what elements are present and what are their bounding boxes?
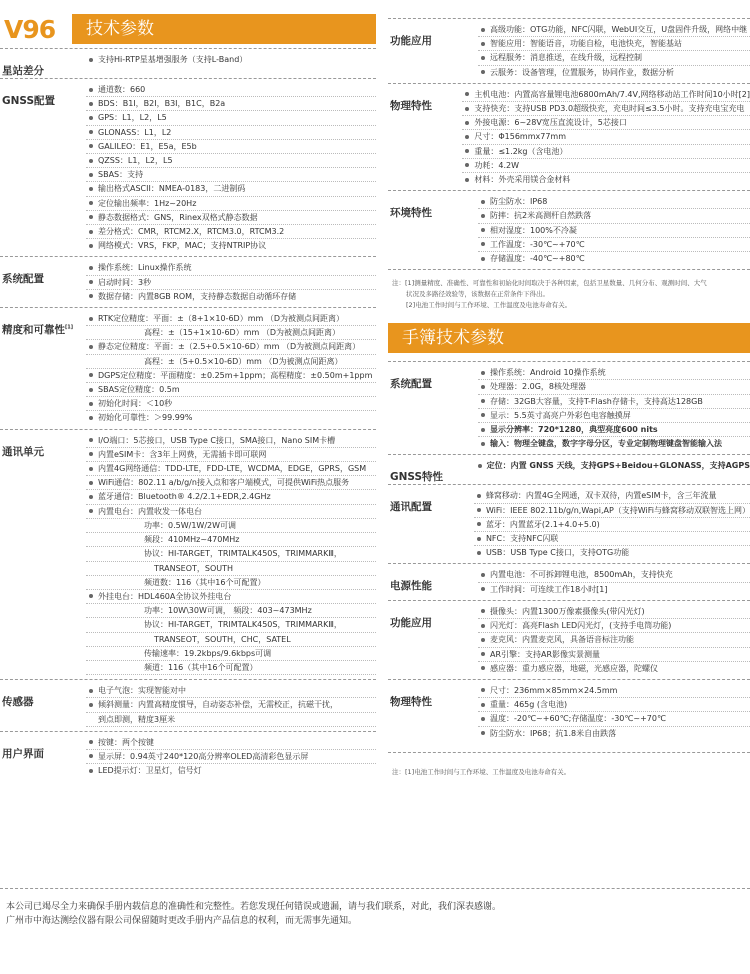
section <box>0 48 376 78</box>
spec-item: 初始化时间：＜10秒 <box>86 397 376 411</box>
spec-item-continued: 频道数：116（其中16个可配置） <box>86 576 376 590</box>
handbook-title: 手簿技术参数 <box>388 323 750 353</box>
spec-item: BDS：B1I，B2I，B3I，B1C，B2a <box>86 97 376 111</box>
model-name: V96 <box>4 14 56 44</box>
spec-item: LED提示灯：卫星灯，信号灯 <box>86 764 376 777</box>
spec-item: 显示：5.5英寸高亮户外彩色电容触摸屏 <box>478 409 750 423</box>
spec-item: 显示分辨率：720*1280，典型亮度600 nits <box>478 423 750 437</box>
spec-title: 技术参数 <box>72 14 376 44</box>
section-items <box>474 485 750 563</box>
spec-item-continued: TRANSEOT，SOUTH，CHC，SATEL <box>86 633 376 647</box>
section-title: 通讯单元 <box>2 445 44 458</box>
section <box>388 361 750 454</box>
spec-item: 外挂电台：HDL460A全协议外挂电台 <box>86 590 376 604</box>
spec-item: 存储：32GB大容量，支持T-Flash存储卡，支持高达128GB <box>478 395 750 409</box>
footer-line-1: 本公司已竭尽全力来确保手册内载信息的准确性和完整性。若您发现任何错误或遗漏，请与我们联系，对此，我们深表感谢。 <box>6 902 502 912</box>
spec-item: SBAS定位精度：0.5m <box>86 383 376 397</box>
spec-item: 支持Hi-RTP星基增强服务（支持L-Band） <box>86 53 376 66</box>
section-title: 功能应用 <box>390 35 432 47</box>
section-items <box>478 191 750 269</box>
section-items <box>86 257 376 307</box>
footer-divider <box>0 888 750 889</box>
spec-item: 工作温度：-30℃~+70℃ <box>478 238 750 252</box>
spec-item-continued: 高程：±（5+0.5×10-6D）mm （D为被测点间距离） <box>86 355 376 369</box>
spec-header <box>0 10 376 48</box>
section <box>388 563 750 599</box>
spec-item: 显示屏：0.94英寸240*120高分辨率OLED高清彩色显示屏 <box>86 750 376 764</box>
note-line: [2]电池工作时间与工作环境、工作温度及电池寿命有关。 <box>406 301 572 310</box>
spec-item-continued: 高程：±（15+1×10-6D）mm （D为被测点间距离） <box>86 326 376 340</box>
section <box>0 429 376 679</box>
spec-item: QZSS：L1，L2，L5 <box>86 154 376 168</box>
spec-item: 主机电池：内置高容量锂电池6800mAh/7.4V,网络移动站工作时间10小时[2] <box>462 88 750 102</box>
spec-item: 智能应用：智能语音，功能自检，电池快充，智能基站 <box>478 37 750 51</box>
spec-item: 内置eSIM卡：含3年上网费，无需插卡即可联网 <box>86 448 376 462</box>
spec-item: 尺寸：236mm×85mm×24.5mm <box>478 684 750 698</box>
spec-item-continued: 功率：0.5W/1W/2W可调 <box>86 519 376 533</box>
spec-item: USB：USB Type C接口，支持OTG功能 <box>474 546 750 559</box>
section-items <box>478 564 750 599</box>
spec-item: WiFi通信：802.11 a/b/g/n接入点和客户端模式，可提供WiFi热点服务 <box>86 476 376 490</box>
section <box>0 307 376 429</box>
section <box>388 190 750 269</box>
spec-item: 远程服务：消息推送，在线升级，远程控制 <box>478 51 750 65</box>
spec-item: 静态数据格式：GNS，Rinex双格式静态数据 <box>86 211 376 225</box>
spec-item: WiFi：IEEE 802.11b/g/n,Wapi,AP（支持WiFi与蜂窝移动双联智选上网） <box>474 504 750 518</box>
spec-item: 内置电池：不可拆卸锂电池，8500mAh，支持快充 <box>478 568 750 582</box>
section <box>388 18 750 83</box>
section <box>0 679 376 731</box>
spec-item: 外接电源：6~28V宽压直流设计，5芯接口 <box>462 116 750 130</box>
spec-item-continued: 功率：10W\30W可调， 频段：403~473MHz <box>86 604 376 618</box>
spec-item: GLONASS：L1，L2 <box>86 126 376 140</box>
spec-item: 防尘防水：IP68；抗1.8米自由跌落 <box>478 727 750 740</box>
spec-item: 工作时间：可连续工作18小时[1] <box>478 583 750 596</box>
section-items <box>478 680 750 744</box>
spec-item: 云服务：设备管理，位置服务，协同作业，数据分析 <box>478 66 750 79</box>
spec-item: 相对湿度：100%不冷凝 <box>478 224 750 238</box>
spec-item: 启动时间：3秒 <box>86 276 376 290</box>
spec-item-continued: 到点即测，精度3厘米 <box>86 713 376 727</box>
section <box>388 600 750 679</box>
section <box>388 679 750 744</box>
section-title: 精度和可靠性[1] <box>2 324 74 337</box>
spec-item: RTK定位精度：平面：±（8+1×10-6D）mm （D为被测点间距离） <box>86 312 376 326</box>
spec-item-continued: 协议：HI-TARGET，TRIMTALK450S，TRIMMARKⅢ， <box>86 547 376 561</box>
spec-item: 蓝牙通信：Bluetooth® 4.2/2.1+EDR,2.4GHz <box>86 490 376 504</box>
spec-item: AR引擎：支持AR影像实景测量 <box>478 648 750 662</box>
section-items <box>86 430 376 679</box>
section-items <box>478 362 750 454</box>
section-title: 物理特性 <box>390 99 432 112</box>
spec-item: 输入：物理全键盘，数字字母分区，专业定制物理键盘智能输入法 <box>478 437 750 450</box>
spec-item: 倾斜测量：内置高精度惯导，自动姿态补偿，无需校正，抗磁干扰， <box>86 698 376 712</box>
spec-item: 数据存储：内置8GB ROM，支持静态数据自动循环存储 <box>86 290 376 303</box>
note-top <box>388 269 750 315</box>
section-items <box>86 308 376 429</box>
spec-item: GALILEO：E1，E5a，E5b <box>86 140 376 154</box>
spec-item: I/O端口：5芯接口，USB Type C接口，SMA接口，Nano SIM卡槽 <box>86 434 376 448</box>
spec-item: 定位：内置 GNSS 天线，支持GPS+Beidou+GLONASS，支持AGPS <box>475 459 750 472</box>
spec-item: 重量：≤1.2kg（含电池） <box>462 145 750 159</box>
spec-item: 按键：两个按键 <box>86 736 376 750</box>
section-items <box>462 84 750 190</box>
section-items <box>475 455 750 484</box>
spec-item: DGPS定位精度：平面精度：±0.25m+1ppm；高程精度：±0.50m+1ppm <box>86 369 376 383</box>
section <box>0 78 376 256</box>
spec-item: 存储温度：-40℃~+80℃ <box>478 252 750 265</box>
spec-item-continued: TRANSEOT，SOUTH <box>86 562 376 576</box>
spec-item: 防摔：抗2米高测杆自然跌落 <box>478 209 750 223</box>
section-title: 系统配置 <box>2 273 44 286</box>
spec-item: 防尘防水：IP68 <box>478 195 750 209</box>
spec-item-continued: 协议：HI-TARGET，TRIMTALK450S，TRIMMARKⅢ， <box>86 618 376 632</box>
section <box>388 484 750 563</box>
spec-item: 蜂窝移动：内置4G全网通，双卡双待，内置eSIM卡，含三年流量 <box>474 489 750 503</box>
section-title: 功能应用 <box>390 616 432 629</box>
spec-item: 定位输出频率：1Hz~20Hz <box>86 197 376 211</box>
section-title: 电源性能 <box>390 580 432 593</box>
section-title: GNSS配置 <box>2 95 56 107</box>
spec-item: 感应器：重力感应器，地磁，光感应器，陀螺仪 <box>478 662 750 675</box>
section <box>388 83 750 190</box>
section-title: 系统配置 <box>390 378 432 391</box>
section-title: 星站差分 <box>2 65 44 77</box>
spec-item: 处理器：2.0G，8核处理器 <box>478 380 750 394</box>
note-line: 注：[1]测量精度、准确性、可靠性和初始化时间取决于各种因素，包括卫星数量、几何分布、观测时间、大气 <box>392 279 707 288</box>
spec-item: NFC：支持NFC闪联 <box>474 532 750 546</box>
spec-item-continued: 频道：116（其中16个可配置） <box>86 661 376 675</box>
spec-item: 输出格式ASCII：NMEA-0183，二进制码 <box>86 182 376 196</box>
spec-item: 差分格式：CMR，RTCM2.X，RTCM3.0，RTCM3.2 <box>86 225 376 239</box>
spec-item-continued: 传输速率：19.2kbps/9.6kbps可调 <box>86 647 376 661</box>
spec-item: 通道数：660 <box>86 83 376 97</box>
section <box>388 454 750 484</box>
left-column <box>0 0 376 781</box>
spec-item: 支持快充：支持USB PD3.0超级快充，充电时间≤3.5小时。支持充电宝充电 <box>462 102 750 116</box>
spec-item: 高级功能：OTG功能，NFC闪联，WebUI交互，U盘固件升级，网络中继 <box>478 23 750 37</box>
section-title: 物理特性 <box>390 695 432 708</box>
spec-item: 重量：465g (含电池) <box>478 698 750 712</box>
spec-item: 蓝牙：内置蓝牙(2.1+4.0+5.0) <box>474 518 750 532</box>
right-column <box>388 0 750 782</box>
spec-item: 初始化可靠性：＞99.99% <box>86 411 376 424</box>
spec-item: SBAS：支持 <box>86 168 376 182</box>
spec-item: 操作系统：Android 10操作系统 <box>478 366 750 380</box>
spec-item: 内置电台：内置收发一体电台 <box>86 505 376 519</box>
section-title: GNSS特性 <box>390 471 444 484</box>
section-items <box>86 732 376 782</box>
section-title: 环境特性 <box>390 207 432 220</box>
section-items <box>86 49 376 78</box>
spec-item: 网络模式：VRS，FKP，MAC；支持NTRIP协议 <box>86 239 376 252</box>
section-items <box>86 79 376 256</box>
section-title: 通讯配置 <box>390 501 432 514</box>
spec-item-continued: 频段：410MHz~470MHz <box>86 533 376 547</box>
spec-item: 操作系统：Linux操作系统 <box>86 261 376 275</box>
note-line: 状况及多路径效验等，该数据在正常条件下得出。 <box>406 290 549 299</box>
right-bottom-sections <box>388 361 750 743</box>
right-top-sections <box>388 18 750 269</box>
spec-item: 静态定位精度：平面：±（2.5+0.5×10-6D）mm （D为被测点间距离） <box>86 340 376 354</box>
spec-item: 温度：-20℃~+60℃;存储温度：-30℃~+70℃ <box>478 712 750 726</box>
spec-item: 材料：外壳采用镁合金材料 <box>462 173 750 186</box>
section-items <box>478 601 750 679</box>
spec-item: 摄像头：内置1300万像素摄像头(带闪光灯) <box>478 605 750 619</box>
section-title: 用户界面 <box>2 747 44 760</box>
spec-item: 功耗：4.2W <box>462 159 750 173</box>
left-sections <box>0 48 376 781</box>
section-title: 传感器 <box>2 696 34 709</box>
spec-item: 内置4G网络通信：TDD-LTE，FDD-LTE，WCDMA，EDGE，GPRS，GSM <box>86 462 376 476</box>
spec-item: 闪光灯：高亮Flash LED闪光灯，(支持手电筒功能) <box>478 619 750 633</box>
section <box>0 256 376 307</box>
section-items <box>478 19 750 83</box>
footer <box>0 900 750 928</box>
spec-item: 电子气泡：实现智能对中 <box>86 684 376 698</box>
note-bottom: 注：[1]电池工作时间与工作环境、工作温度及电池寿命有关。 <box>388 752 750 782</box>
spec-item: 麦克风：内置麦克风，具备语音标注功能 <box>478 633 750 647</box>
section <box>0 731 376 782</box>
spec-item: 尺寸：Φ156mmx77mm <box>462 130 750 144</box>
section-items <box>86 680 376 731</box>
footer-line-2: 广州市中海达测绘仪器有限公司保留随时更改手册内产品信息的权利，而无需事先通知。 <box>6 916 358 926</box>
spec-item: GPS：L1，L2，L5 <box>86 111 376 125</box>
